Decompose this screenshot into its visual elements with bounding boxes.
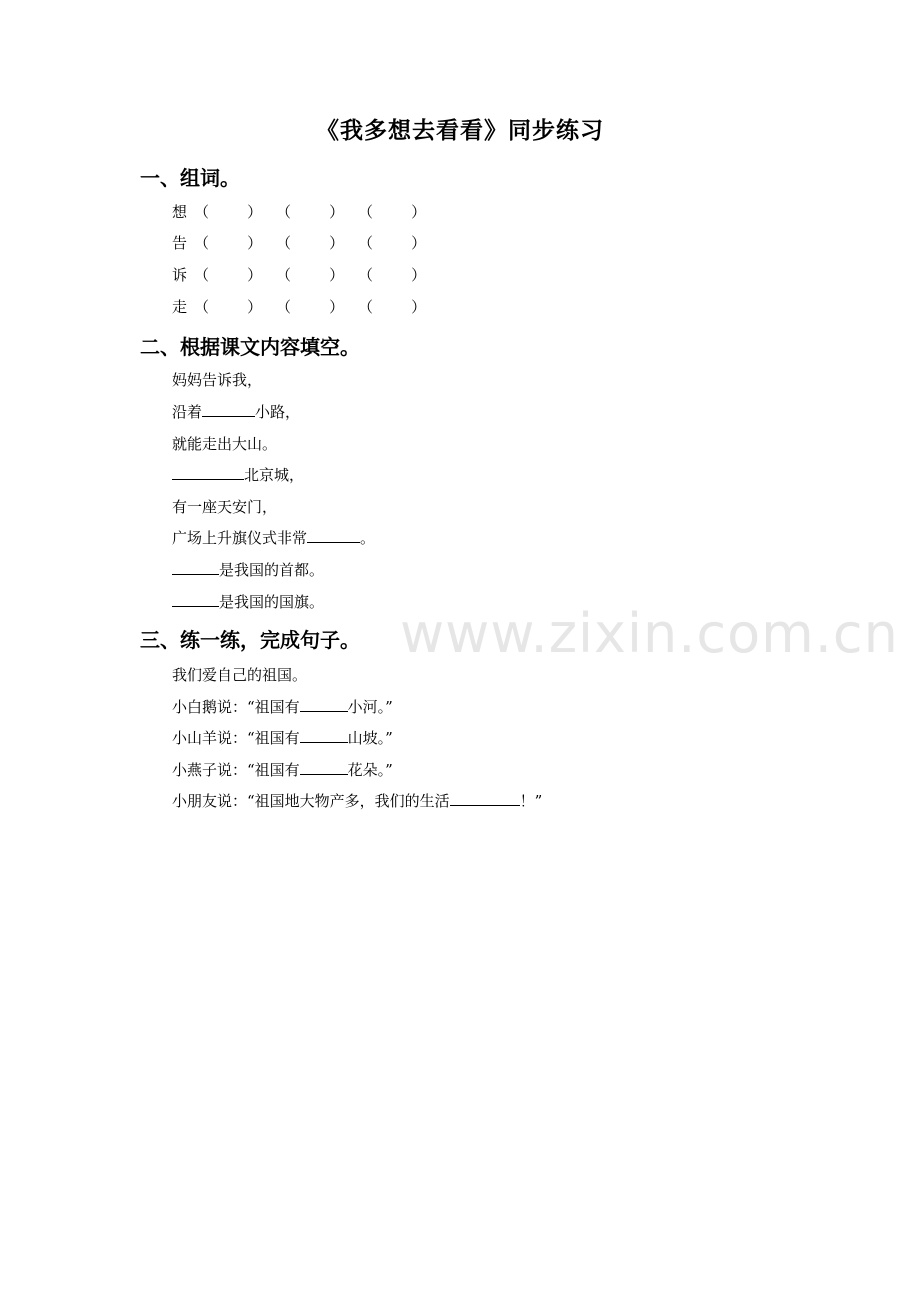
text-line: 我们爱自己的祖国。 <box>172 666 308 684</box>
answer-paren[interactable]: （ ） <box>276 234 345 252</box>
row-character: 想 <box>172 203 188 221</box>
line-text: 山坡。” <box>347 729 393 747</box>
fill-blank[interactable] <box>300 728 348 743</box>
section2-heading: 二、根据课文内容填空。 <box>140 335 360 359</box>
text-line: 就能走出大山。 <box>172 435 278 453</box>
answer-paren[interactable]: （ ） <box>194 234 263 252</box>
line-text: 小朋友说：“祖国地大物产多，我们的生活 <box>172 792 450 810</box>
fill-blank[interactable] <box>300 760 348 775</box>
line-text: 花朵。” <box>347 761 393 779</box>
row-character: 走 <box>172 298 188 316</box>
answer-paren[interactable]: （ ） <box>276 266 345 284</box>
line-text: 是我国的国旗。 <box>219 593 325 611</box>
text-line <box>172 401 300 423</box>
watermark: www.zixin.com.cn <box>400 602 899 665</box>
text-line <box>172 696 393 718</box>
answer-paren[interactable]: （ ） <box>276 298 345 316</box>
fill-blank[interactable] <box>172 592 219 607</box>
fill-blank[interactable] <box>450 791 520 806</box>
fill-blank[interactable] <box>172 465 244 480</box>
fill-blank[interactable] <box>300 697 348 712</box>
line-text: 广场上升旗仪式非常 <box>172 529 308 547</box>
answer-paren[interactable]: （ ） <box>358 203 427 221</box>
word-row <box>172 264 440 286</box>
text-line <box>172 559 324 581</box>
text-line <box>172 727 393 749</box>
answer-paren[interactable]: （ ） <box>194 203 263 221</box>
line-text: 小河。” <box>347 698 393 716</box>
text-line: 有一座天安门， <box>172 498 278 516</box>
answer-paren[interactable]: （ ） <box>276 203 345 221</box>
line-text: 小路， <box>255 403 301 421</box>
text-line <box>172 464 304 486</box>
text-line <box>172 790 542 812</box>
line-text: 小燕子说：“祖国有 <box>172 761 300 779</box>
row-character: 诉 <box>172 266 188 284</box>
answer-paren[interactable]: （ ） <box>358 234 427 252</box>
answer-paren[interactable]: （ ） <box>358 266 427 284</box>
line-text: 。 <box>360 529 376 547</box>
answer-paren[interactable]: （ ） <box>194 266 263 284</box>
row-character: 告 <box>172 234 188 252</box>
text-line: 妈妈告诉我， <box>172 371 263 389</box>
text-line <box>172 591 324 613</box>
page-title: 《我多想去看看》同步练习 <box>316 118 604 144</box>
line-text: 小白鹅说：“祖国有 <box>172 698 300 716</box>
answer-paren[interactable]: （ ） <box>358 298 427 316</box>
fill-blank[interactable] <box>172 560 219 575</box>
answer-paren[interactable]: （ ） <box>194 298 263 316</box>
line-text: 小山羊说：“祖国有 <box>172 729 300 747</box>
section3-heading: 三、练一练，完成句子。 <box>140 628 360 652</box>
text-line <box>172 527 375 549</box>
fill-blank[interactable] <box>202 402 255 417</box>
line-text: ！” <box>519 792 543 810</box>
line-text: 北京城， <box>244 466 305 484</box>
line-text: 是我国的首都。 <box>219 561 325 579</box>
section1-heading: 一、组词。 <box>140 166 240 190</box>
line-text: 沿着 <box>172 403 203 421</box>
fill-blank[interactable] <box>307 528 360 543</box>
text-line <box>172 759 393 781</box>
word-row <box>172 296 440 318</box>
word-row <box>172 201 440 223</box>
word-row <box>172 232 440 254</box>
